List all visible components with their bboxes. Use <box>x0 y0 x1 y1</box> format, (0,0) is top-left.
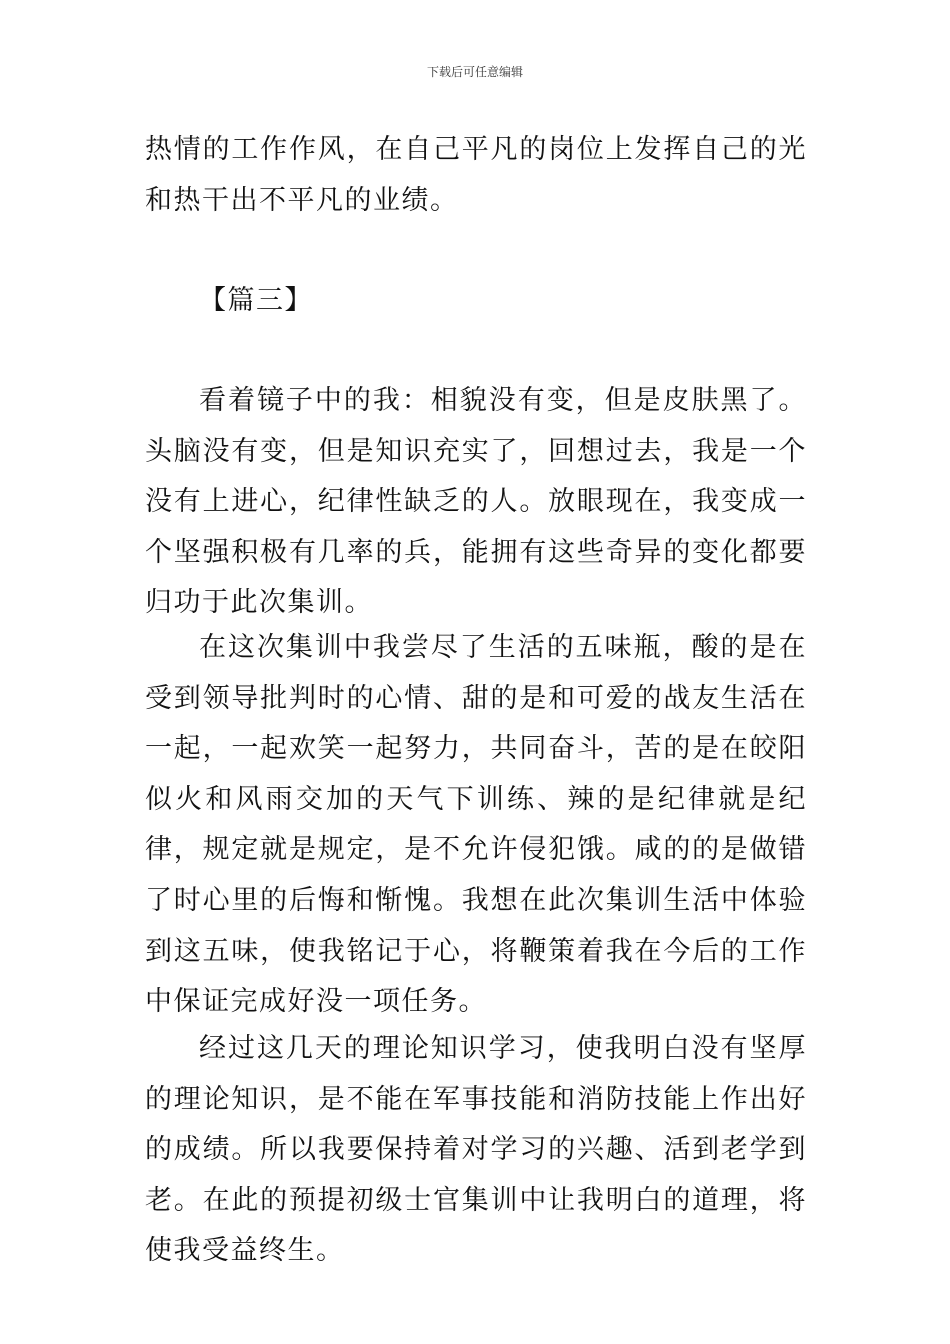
paragraph: 在这次集训中我尝尽了生活的五味瓶，酸的是在受到领导批判时的心情、甜的是和可爱的战友生活在一起，一起欢笑一起努力，共同奋斗，苦的是在皎阳似火和风雨交加的天气下训练、辣的是纪律就是纪律，规定就是规定，是不允许侵犯饿。咸的的是做错了时心里的后悔和惭愧。我想在此次集训生活中体验到这五味，使我铭记于心，将鞭策着我在今后的工作中保证完成好没一项任务。 <box>145 632 807 1018</box>
section-heading: 【篇三】 <box>199 285 313 316</box>
paragraph: 看着镜子中的我：相貌没有变，但是皮肤黑了。头脑没有变，但是知识充实了，回想过去，我是一个没有上进心，纪律性缺乏的人。放眼现在，我变成一个坚强积极有几率的兵，能拥有这些奇异的变化都要归功于此次集训。 <box>145 385 807 619</box>
paragraph: 经过这几天的理论知识学习，使我明白没有坚厚的理论知识，是不能在军事技能和消防技能上作出好的成绩。所以我要保持着对学习的兴趣、活到老学到老。在此的预提初级士官集训中让我明白的道理，将使我受益终生。 <box>145 1033 807 1267</box>
page-header: 下载后可任意编辑 <box>426 65 523 79</box>
paragraph-continuation: 热情的工作作风，在自己平凡的岗位上发挥自己的光和热干出不平凡的业绩。 <box>145 134 807 216</box>
